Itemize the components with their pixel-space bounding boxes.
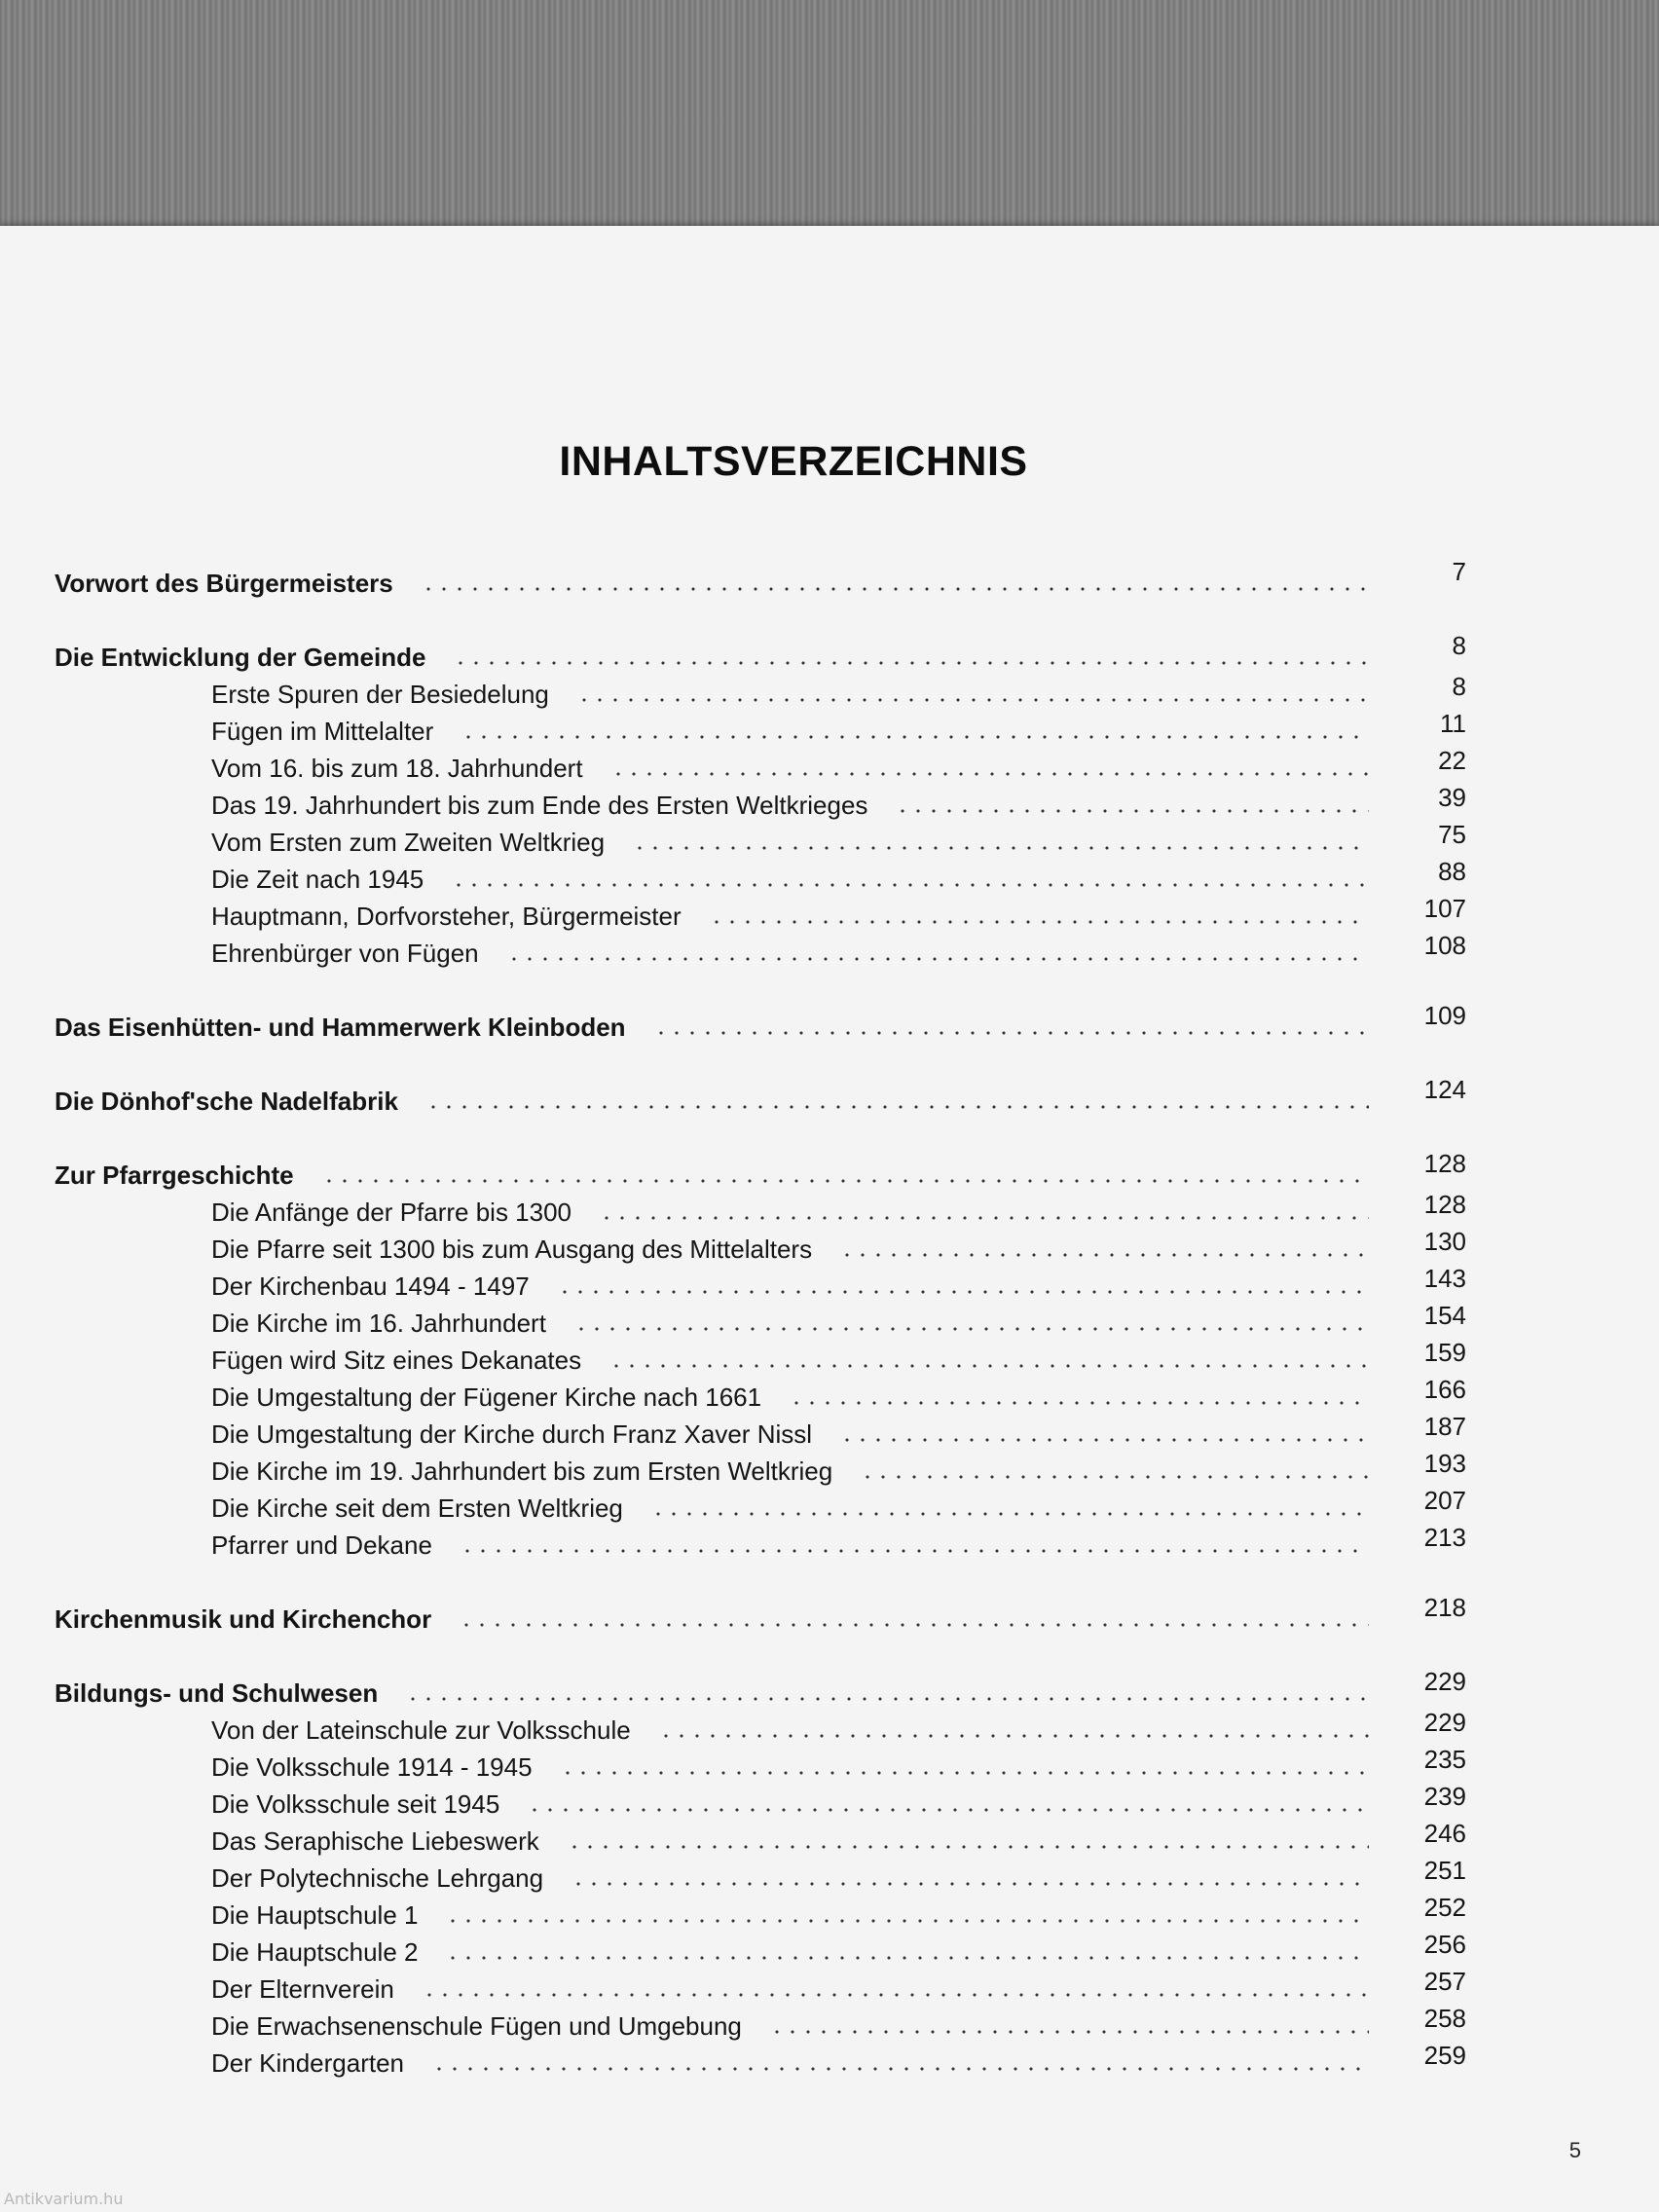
toc-entry-title: Pfarrer und Dekane (211, 1530, 432, 1560)
toc-entry-title: Der Elternverein (211, 1974, 394, 2004)
background-surface (0, 0, 1659, 263)
toc-page-number: 166 (1423, 1375, 1466, 1404)
toc-entry-title: Vom Ersten zum Zweiten Weltkrieg (211, 828, 606, 857)
toc-page-number: 154 (1423, 1301, 1466, 1330)
toc-entry-title: Der Kindergarten (211, 2048, 404, 2078)
dot-leader (895, 808, 1369, 814)
toc-page-number: 252 (1423, 1893, 1466, 1922)
dot-leader (860, 1474, 1369, 1480)
toc-section-row (55, 784, 1466, 821)
toc-entry-title: Die Hauptschule 1 (211, 1900, 419, 1930)
toc-entry-title: Die Zeit nach 1945 (211, 865, 424, 894)
toc-entry-title: Die Pfarre seit 1300 bis zum Ausgang des Mittelalters (211, 1235, 813, 1264)
toc-entry-title: Die Kirche im 19. Jahrhundert bis zum Ersten Weltkrieg (211, 1456, 833, 1486)
toc-entry-title: Ehrenbürger von Fügen (211, 939, 479, 968)
toc-page-number: 7 (1452, 557, 1466, 586)
toc-entry-title: Die Anfänge der Pfarre bis 1300 (211, 1198, 572, 1227)
toc-section-row (55, 1820, 1466, 1857)
toc-page-number: 256 (1423, 1930, 1466, 1959)
toc-section-row (55, 1339, 1466, 1376)
dot-leader (445, 1955, 1369, 1961)
toc-section-row (55, 1191, 1466, 1228)
toc-page-number: 124 (1423, 1075, 1466, 1104)
page-title: INHALTSVERZEICHNIS (559, 438, 1028, 485)
toc-entry-title: Vom 16. bis zum 18. Jahrhundert (211, 754, 583, 783)
toc-section-row (55, 1746, 1466, 1783)
toc-section-row (55, 1302, 1466, 1339)
toc-chapter-row (55, 631, 1466, 673)
toc-section-row (55, 1413, 1466, 1450)
toc-section-row (55, 895, 1466, 932)
toc-chapter-row (55, 1075, 1466, 1117)
toc-section-row (55, 673, 1466, 710)
toc-page-number: 213 (1423, 1523, 1466, 1552)
toc-entry-title: Die Dönhof'sche Nadelfabrik (55, 1087, 398, 1116)
toc-page-number: 130 (1423, 1227, 1466, 1256)
toc-section-row (55, 821, 1466, 858)
toc-page-number: 207 (1423, 1486, 1466, 1515)
dot-leader (789, 1400, 1369, 1406)
toc-entry-title: Die Umgestaltung der Fügener Kirche nach 1661 (211, 1382, 762, 1412)
watermark: Antikvarium.hu (4, 2190, 124, 2208)
toc-page-number: 108 (1423, 931, 1466, 960)
toc-page-number: 75 (1438, 820, 1466, 849)
toc-entry-title: Das Seraphische Liebeswerk (211, 1826, 539, 1856)
toc-page-number: 128 (1423, 1149, 1466, 1178)
dot-leader (405, 1696, 1369, 1702)
toc-page-number: 143 (1423, 1264, 1466, 1293)
dot-leader (839, 1252, 1369, 1258)
toc-page-number: 239 (1423, 1782, 1466, 1811)
toc-section-row (55, 1450, 1466, 1487)
dot-leader (576, 697, 1369, 703)
toc-entry-title: Die Kirche im 16. Jahrhundert (211, 1309, 546, 1338)
dot-leader (451, 882, 1369, 888)
toc-page-number: 107 (1423, 894, 1466, 923)
toc-chapter-row (55, 1667, 1466, 1709)
dot-leader (321, 1178, 1369, 1184)
toc-section-row (55, 1783, 1466, 1820)
toc-entry-title: Die Umgestaltung der Kirche durch Franz Xaver Nissl (211, 1419, 813, 1449)
toc-entry-title: Zur Pfarrgeschichte (55, 1161, 294, 1190)
document-page (0, 226, 1659, 2212)
toc-chapter-row (55, 1149, 1466, 1191)
toc-page-number: 229 (1423, 1708, 1466, 1737)
toc-page-number: 22 (1438, 746, 1466, 775)
dot-leader (610, 771, 1369, 777)
toc-section-row (55, 1894, 1466, 1931)
toc-entry-title: Die Entwicklung der Gemeinde (55, 643, 426, 672)
dot-leader (506, 956, 1369, 962)
dot-leader (421, 586, 1369, 592)
toc-section-row (55, 1931, 1466, 1968)
toc-page-number: 11 (1440, 709, 1466, 738)
toc-section-row (55, 1524, 1466, 1561)
toc-entry-title: Die Kirche seit dem Ersten Weltkrieg (211, 1493, 623, 1523)
toc-entry-title: Die Hauptschule 2 (211, 1937, 419, 1967)
dot-leader (461, 734, 1369, 740)
toc-page-number: 187 (1423, 1412, 1466, 1441)
toc-page-number: 246 (1423, 1819, 1466, 1848)
toc-entry-title: Vorwort des Bürgermeisters (55, 569, 393, 598)
toc-page-number: 235 (1423, 1745, 1466, 1774)
page-number: 5 (1568, 2138, 1581, 2162)
toc-section-row (55, 858, 1466, 895)
dot-leader (422, 1992, 1369, 1998)
dot-leader (599, 1215, 1369, 1221)
toc-page-number: 193 (1423, 1449, 1466, 1478)
toc-page-number: 39 (1438, 783, 1466, 812)
toc-section-row (55, 1376, 1466, 1413)
dot-leader (769, 2029, 1369, 2035)
toc-entry-title: Der Kirchenbau 1494 - 1497 (211, 1272, 530, 1301)
toc-entry-title: Von der Lateinschule zur Volksschule (211, 1715, 631, 1745)
toc-entry-title: Erste Spuren der Besiedelung (211, 680, 549, 709)
toc-section-row (55, 747, 1466, 784)
toc-page-number: 8 (1452, 672, 1466, 701)
toc-section-row (55, 1709, 1466, 1746)
dot-leader (453, 660, 1369, 666)
toc-entry-title: Das Eisenhütten- und Hammerwerk Kleinboden (55, 1013, 626, 1042)
toc-page-number: 8 (1452, 631, 1466, 660)
dot-leader (557, 1289, 1369, 1295)
toc-entry-title: Die Erwachsenenschule Fügen und Umgebung (211, 2011, 742, 2041)
dot-leader (527, 1807, 1369, 1813)
dot-leader (571, 1881, 1369, 1887)
dot-leader (658, 1733, 1369, 1739)
toc-page-number: 259 (1423, 2041, 1466, 2070)
toc-section-row (55, 1857, 1466, 1894)
dot-leader (459, 1622, 1369, 1628)
toc-page-number: 218 (1423, 1593, 1466, 1622)
dot-leader (632, 845, 1369, 851)
toc-entry-title: Das 19. Jahrhundert bis zum Ende des Ersten Weltkrieges (211, 791, 868, 820)
dot-leader (650, 1511, 1369, 1517)
toc-page-number: 88 (1438, 857, 1466, 886)
toc-section-row (55, 2042, 1466, 2079)
toc-entry-title: Fügen im Mittelalter (211, 717, 434, 746)
dot-leader (608, 1363, 1369, 1369)
toc-section-row (55, 932, 1466, 969)
toc-entry-title: Die Volksschule 1914 - 1945 (211, 1752, 533, 1782)
toc-entry-title: Bildungs- und Schulwesen (55, 1678, 379, 1708)
dot-leader (567, 1844, 1369, 1850)
dot-leader (709, 919, 1369, 925)
dot-leader (431, 2066, 1369, 2072)
toc-entry-title: Fügen wird Sitz eines Dekanates (211, 1346, 582, 1375)
dot-leader (445, 1918, 1369, 1924)
toc-section-row (55, 710, 1466, 747)
dot-leader (573, 1326, 1369, 1332)
toc-entry-title: Die Volksschule seit 1945 (211, 1789, 500, 1819)
dot-leader (653, 1030, 1369, 1036)
toc-page-number: 128 (1423, 1190, 1466, 1219)
toc-section-row (55, 1487, 1466, 1524)
toc-section-row (55, 1968, 1466, 2005)
toc-page-number: 159 (1423, 1338, 1466, 1367)
toc-entry-title: Kirchenmusik und Kirchenchor (55, 1604, 432, 1634)
toc-section-row (55, 1228, 1466, 1265)
toc-page-number: 258 (1423, 2004, 1466, 2033)
toc-page-number: 109 (1423, 1001, 1466, 1030)
table-of-contents (55, 557, 1466, 2079)
toc-chapter-row (55, 1593, 1466, 1635)
toc-section-row (55, 1265, 1466, 1302)
dot-leader (460, 1548, 1369, 1554)
toc-chapter-row (55, 557, 1466, 599)
toc-entry-title: Der Polytechnische Lehrgang (211, 1863, 544, 1893)
toc-entry-title: Hauptmann, Dorfvorsteher, Bürgermeister (211, 902, 682, 931)
toc-chapter-row (55, 1001, 1466, 1043)
toc-page-number: 251 (1423, 1856, 1466, 1885)
dot-leader (425, 1104, 1369, 1110)
toc-page-number: 229 (1423, 1667, 1466, 1696)
toc-page-number: 257 (1423, 1967, 1466, 1996)
dot-leader (839, 1437, 1369, 1443)
toc-section-row (55, 2005, 1466, 2042)
dot-leader (560, 1770, 1369, 1776)
